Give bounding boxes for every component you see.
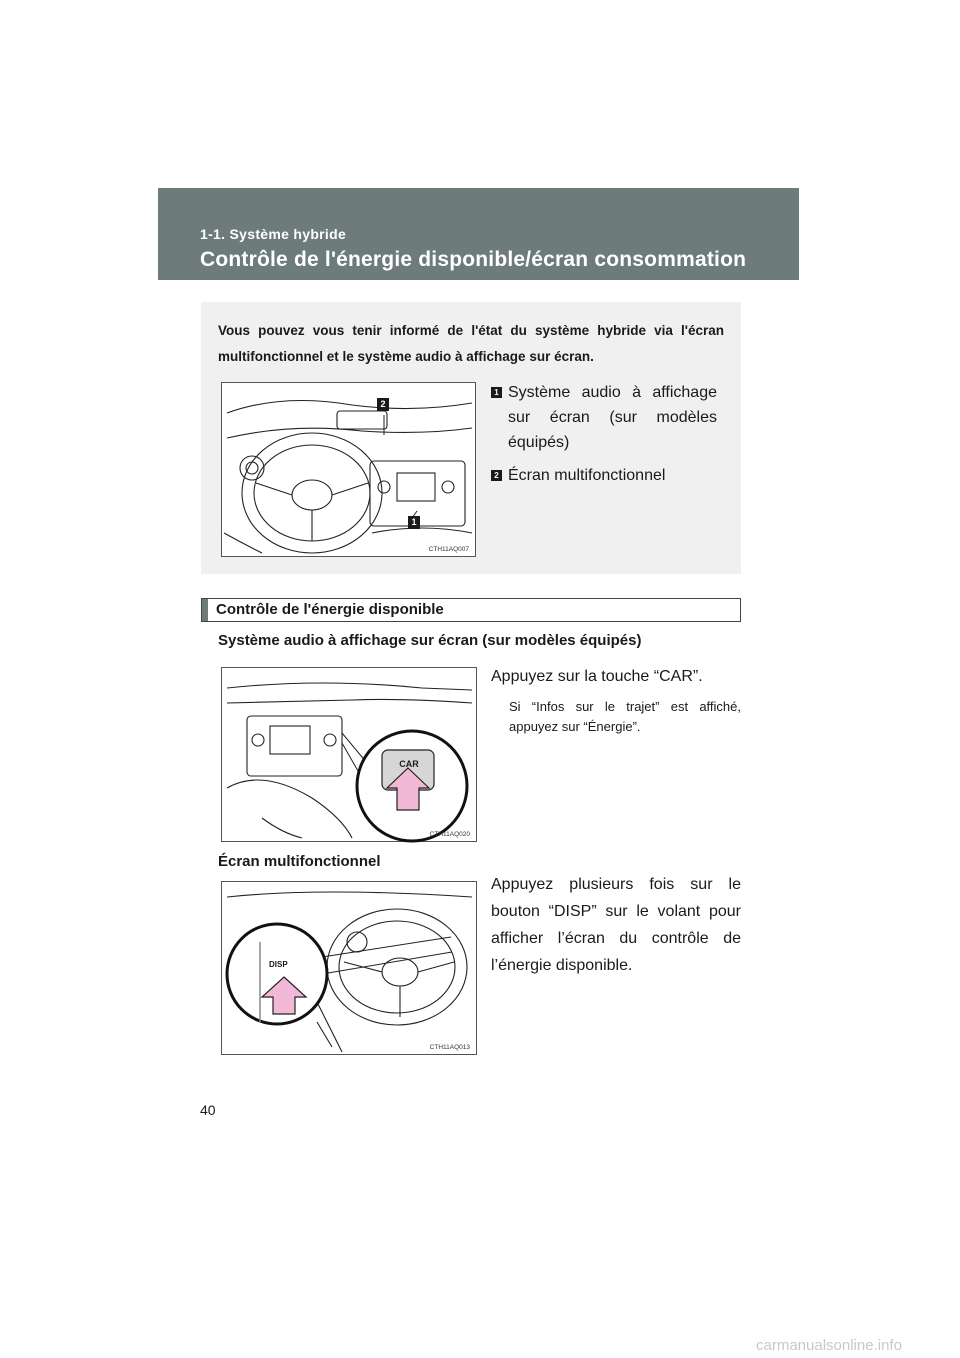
dashboard-illustration	[222, 383, 477, 558]
legend-number: 1	[491, 387, 502, 398]
legend-item-1	[491, 380, 717, 455]
display-instruction: Appuyez plusieurs fois sur le bouton “DISP” sur le volant pour afficher l’écran du contrôle de l’énergie disponible.	[491, 876, 741, 974]
intro-box	[201, 302, 741, 574]
intro-text: Vous pouvez vous tenir informé de l'état du système hybride via l'écran multifonctionnel et le système audio à affichage sur écran.	[218, 323, 724, 364]
section-heading: Contrôle de l'énergie disponible	[201, 598, 741, 622]
legend-label: Système audio à affichage sur écran (sur modèles équipés)	[508, 384, 717, 451]
watermark: carmanualsonline.info	[756, 1337, 902, 1354]
audio-panel-illustration	[222, 668, 478, 843]
disp-button-figure	[221, 881, 477, 1055]
steering-wheel-illustration	[222, 882, 478, 1056]
section-label: 1-1. Système hybride	[200, 226, 347, 242]
page-number: 40	[200, 1102, 216, 1118]
legend-label: Écran multifonctionnel	[508, 467, 666, 484]
figure-legend	[491, 380, 717, 496]
legend-number: 2	[491, 470, 502, 481]
figure-code: CTH11AQ020	[429, 831, 470, 838]
legend-item-2	[491, 463, 717, 488]
audio-heading: Système audio à affichage sur écran (sur modèles équipés)	[218, 632, 642, 649]
display-heading: Écran multifonctionnel	[218, 853, 381, 870]
audio-instruction: Appuyez sur la touche “CAR”.	[491, 668, 703, 685]
figure-code: CTH11AQ013	[429, 1044, 470, 1051]
car-button-figure	[221, 667, 477, 842]
dashboard-figure	[221, 382, 476, 557]
callout-1-marker: 1	[408, 516, 420, 529]
figure-code: CTH11AQ007	[428, 546, 469, 553]
page-title: Contrôle de l'énergie disponible/écran consommation	[200, 248, 747, 271]
chapter-header	[158, 188, 799, 280]
disp-button-label: DISP	[269, 960, 288, 969]
callout-2-marker: 2	[377, 398, 389, 411]
audio-note: Si “Infos sur le trajet” est affiché, appuyez sur “Énergie”.	[509, 699, 741, 734]
car-button-label: CAR	[399, 759, 419, 769]
